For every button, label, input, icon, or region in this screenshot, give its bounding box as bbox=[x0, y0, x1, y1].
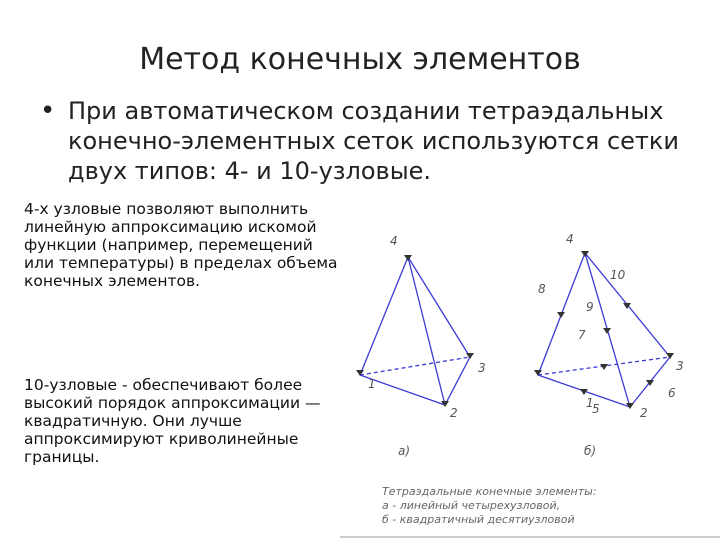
edge-4-1 bbox=[360, 257, 408, 375]
figure-label-b: б) bbox=[584, 444, 597, 458]
bullet-text: При автоматическом создании тетраэдальных конечно-элементных сеток используются сетки двух типов: 4- и 10-узловые. bbox=[68, 97, 679, 185]
node-label-right-6: 6 bbox=[668, 386, 676, 400]
node-label-right-8: 8 bbox=[538, 282, 546, 296]
edge-4-2 bbox=[408, 257, 445, 405]
node-labels bbox=[368, 232, 684, 420]
edge-4-3 bbox=[408, 257, 470, 357]
node-label-right-7: 7 bbox=[578, 328, 586, 342]
caption-line-1: Тетраэдальные конечные элементы: bbox=[382, 485, 597, 498]
node-label-left-1: 1 bbox=[368, 377, 376, 391]
caption-line-3: б - квадратичный десятиузловой bbox=[382, 513, 575, 526]
node-label-right-10: 10 bbox=[610, 268, 626, 282]
node-label-right-1: 1 bbox=[586, 396, 594, 410]
node-label-right-4: 4 bbox=[566, 232, 574, 246]
paragraph-10-node: 10-узловые - обеспечивают более высокий порядок аппроксимации — квадратичную. Они лучше аппроксимируют криволинейные границы. bbox=[24, 376, 321, 466]
bullet-dot-icon: • bbox=[40, 96, 56, 126]
node-label-right-9: 9 bbox=[586, 300, 594, 314]
node-label-right-3: 3 bbox=[676, 359, 684, 373]
edge-2-3 bbox=[445, 357, 470, 405]
figure-label-a: а) bbox=[398, 444, 411, 458]
slide-title: Метод конечных элементов bbox=[139, 42, 581, 77]
node-label-left-3: 3 bbox=[478, 361, 486, 375]
caption-line-2: а - линейный четырехузловой, bbox=[382, 499, 561, 512]
node-label-left-2: 2 bbox=[450, 406, 458, 420]
node-label-left-4: 4 bbox=[390, 234, 398, 248]
node-label-right-2: 2 bbox=[640, 406, 648, 420]
node-label-right-5: 5 bbox=[592, 402, 600, 416]
linear-tetrahedron bbox=[360, 257, 470, 405]
paragraph-4-node: 4-х узловые позволяют выполнить линейную аппроксимацию искомой функции (например, перемещений или температуры) в пределах объема конечных элементов. bbox=[24, 200, 338, 290]
edge-1-3 bbox=[360, 357, 470, 375]
tetrahedron-figure bbox=[340, 215, 720, 540]
